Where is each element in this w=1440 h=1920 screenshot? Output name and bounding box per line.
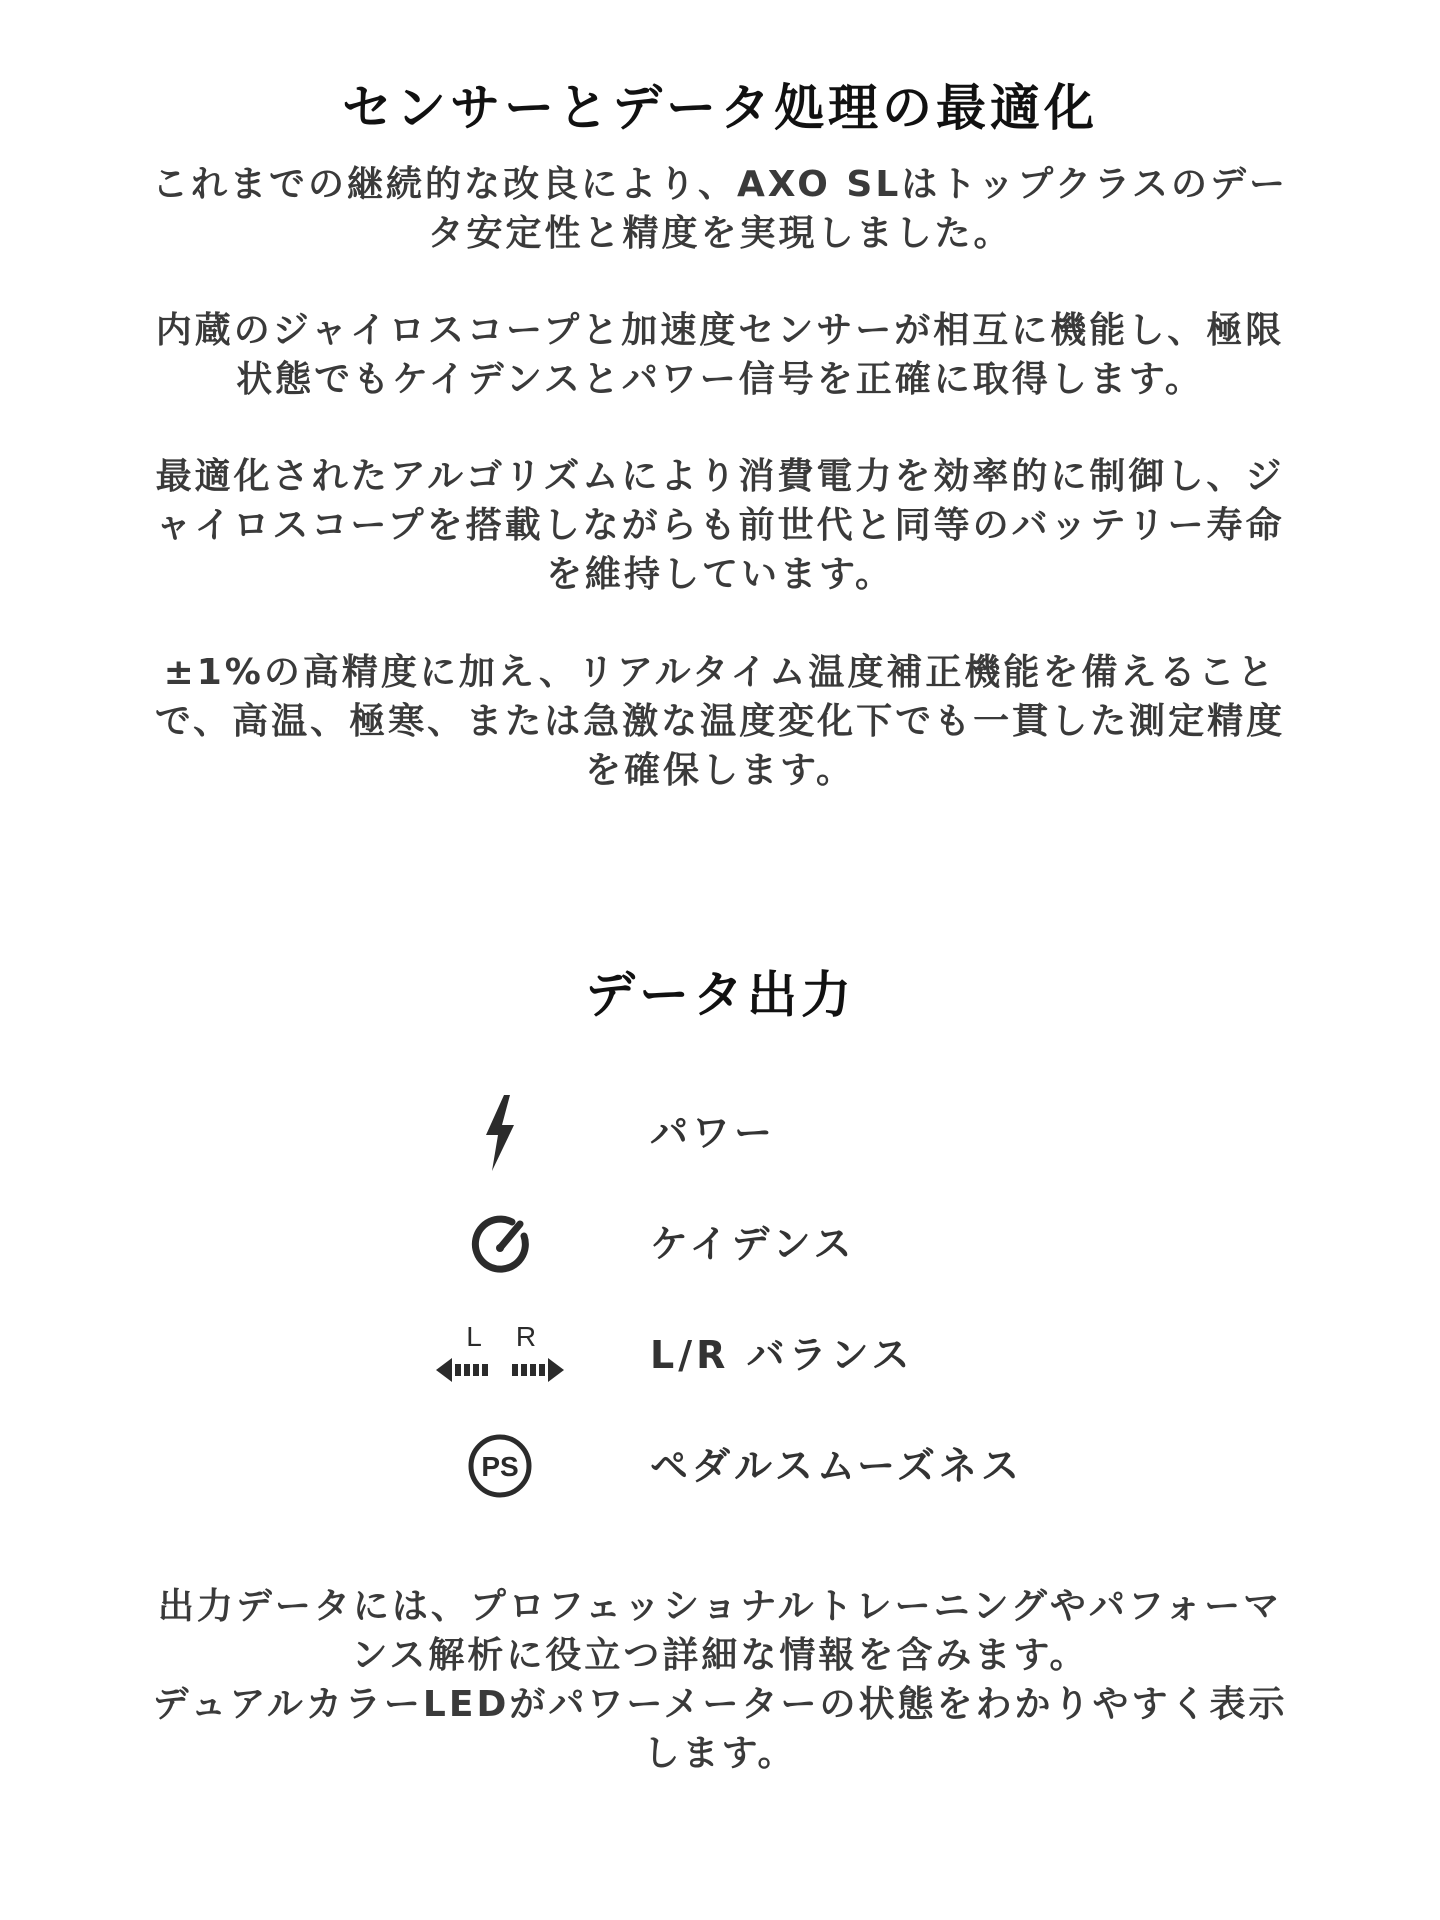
ps-badge-letters: PS xyxy=(481,1451,519,1482)
paragraph-algorithm-battery: 最適化されたアルゴリズムにより消費電力を効率的に制御し、ジャイロスコープを搭載しながらも前世代と同等のバッテリー寿命を維持しています。 xyxy=(155,456,1285,595)
lightning-icon xyxy=(420,1093,580,1173)
paragraph-intro: これまでの継続的な改良により、AXO SLはトップクラスのデータ安定性と精度を実現しました。 xyxy=(151,164,1289,254)
section-title-data-output: データ出力 xyxy=(585,966,855,1024)
paragraph-gyro-sensors: 内蔵のジャイロスコープと加速度センサーが相互に機能し、極限状態でもケイデンスとパワー信号を正確に取得します。 xyxy=(155,310,1285,400)
output-description-line-1: 出力データには、プロフェッショナルトレーニングやパフォーマンス解析に役立つ詳細な情報を含みます。 xyxy=(157,1586,1283,1676)
feature-row-pedal-smoothness xyxy=(420,1426,1120,1506)
cadence-gauge-icon xyxy=(420,1204,580,1284)
feature-label-lr-balance: L/R バランス xyxy=(650,1333,914,1377)
paragraph-accuracy-temperature: ±1%の高精度に加え、リアルタイム温度補正機能を備えることで、高温、極寒、または急激な温度変化下でも一貫した測定精度を確保します。 xyxy=(154,652,1286,791)
feature-row-cadence xyxy=(420,1204,1120,1284)
left-right-balance-icon xyxy=(420,1315,580,1395)
feature-row-power xyxy=(420,1093,1120,1173)
paragraph-output-description xyxy=(140,1582,1300,1778)
feature-label-power: パワー xyxy=(650,1111,777,1155)
ps-badge-icon xyxy=(420,1426,580,1506)
feature-label-cadence: ケイデンス xyxy=(650,1222,856,1266)
section-title-sensor-optimization: センサーとデータ処理の最適化 xyxy=(342,79,1098,137)
output-description-line-2: デュアルカラーLEDがパワーメーターの状態をわかりやすく表示します。 xyxy=(152,1684,1288,1774)
feature-label-pedal-smoothness: ペダルスムーズネス xyxy=(650,1444,1024,1488)
balance-letter-right: R xyxy=(515,1321,537,1352)
balance-letter-left: L xyxy=(466,1321,482,1352)
feature-row-lr-balance xyxy=(420,1315,1120,1395)
